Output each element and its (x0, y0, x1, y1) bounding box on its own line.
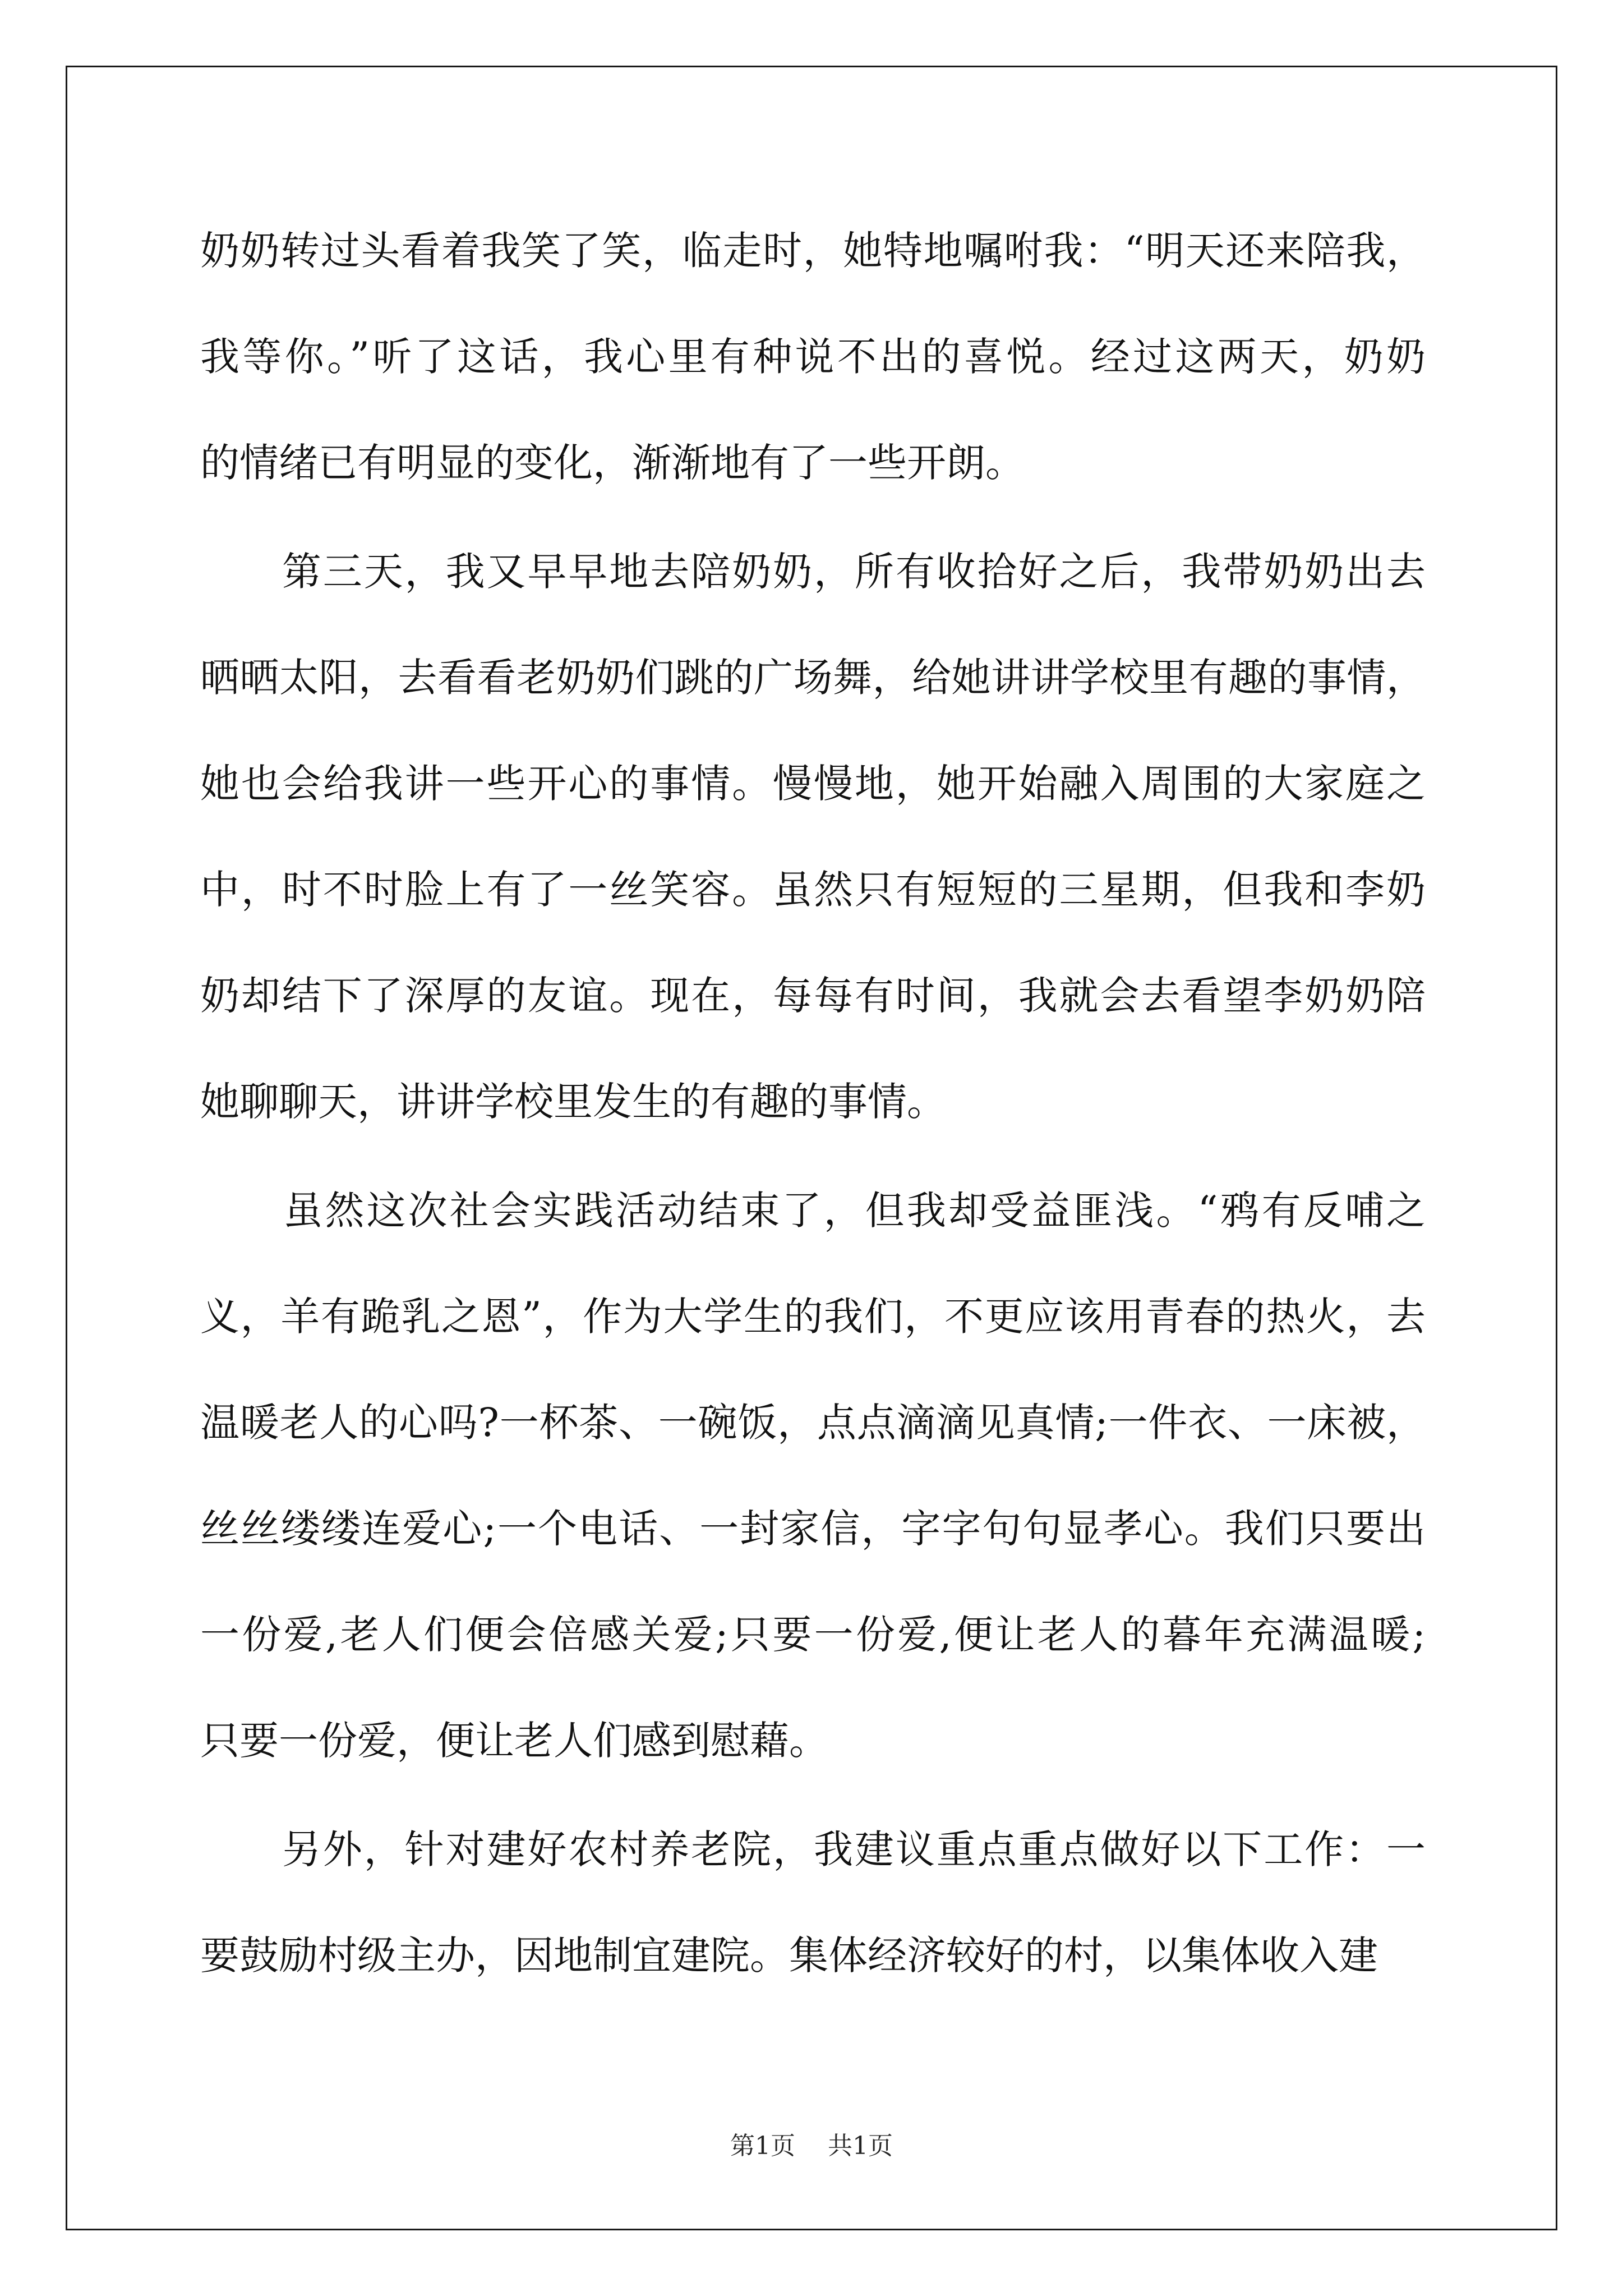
page-total: 共1页 (828, 2132, 893, 2160)
text-line: 第三天，我又早早地去陪奶奶，所有收拾好之后，我带奶奶出去 (200, 549, 1426, 595)
page-footer (0, 2131, 1623, 2162)
text-line: 义，羊有跪乳之恩”，作为大学生的我们，不更应该用青春的热火，去 (200, 1294, 1426, 1340)
text-line: 一份爱,老人们便会倍感关爱;只要一份爱,便让老人的暮年充满温暖; (200, 1612, 1426, 1658)
paragraph (200, 1797, 1426, 2009)
text-line: 另外，针对建好农村养老院，我建议重点重点做好以下工作：一 (200, 1826, 1426, 1872)
paragraph (200, 198, 1426, 516)
text-line: 奶奶转过头看着我笑了笑，临走时，她特地嘱咐我：“明天还来陪我， (200, 228, 1426, 274)
text-line: 中，时不时脸上有了一丝笑容。虽然只有短短的三星期，但我和李奶 (200, 867, 1426, 913)
document-body (200, 198, 1426, 2009)
page-number: 第1页 (730, 2132, 795, 2160)
text-line: 丝丝缕缕连爱心;一个电话、一封家信，字字句句显孝心。我们只要出 (200, 1506, 1426, 1552)
text-line: 奶却结下了深厚的友谊。现在，每每有时间，我就会去看望李奶奶陪 (200, 973, 1426, 1019)
text-line: 虽然这次社会实践活动结束了，但我却受益匪浅。“鸦有反哺之 (200, 1188, 1426, 1234)
text-line: 只要一份爱，便让老人们感到慰藉。 (200, 1718, 828, 1764)
text-line: 我等你。”听了这话，我心里有种说不出的喜悦。经过这两天，奶奶 (200, 334, 1426, 380)
paragraph (200, 1158, 1426, 1794)
text-line: 要鼓励村级主办，因地制宜建院。集体经济较好的村，以集体收入建 (200, 1932, 1378, 1978)
text-line: 晒晒太阳，去看看老奶奶们跳的广场舞，给她讲讲学校里有趣的事情， (200, 655, 1426, 701)
text-line: 温暖老人的心吗?一杯茶、一碗饭，点点滴滴见真情;一件衣、一床被， (200, 1400, 1426, 1446)
text-line: 她聊聊天，讲讲学校里发生的有趣的事情。 (200, 1079, 946, 1125)
text-line: 她也会给我讲一些开心的事情。慢慢地，她开始融入周围的大家庭之 (200, 761, 1426, 807)
text-line: 的情绪已有明显的变化，渐渐地有了一些开朗。 (200, 440, 1025, 486)
paragraph (200, 519, 1426, 1155)
